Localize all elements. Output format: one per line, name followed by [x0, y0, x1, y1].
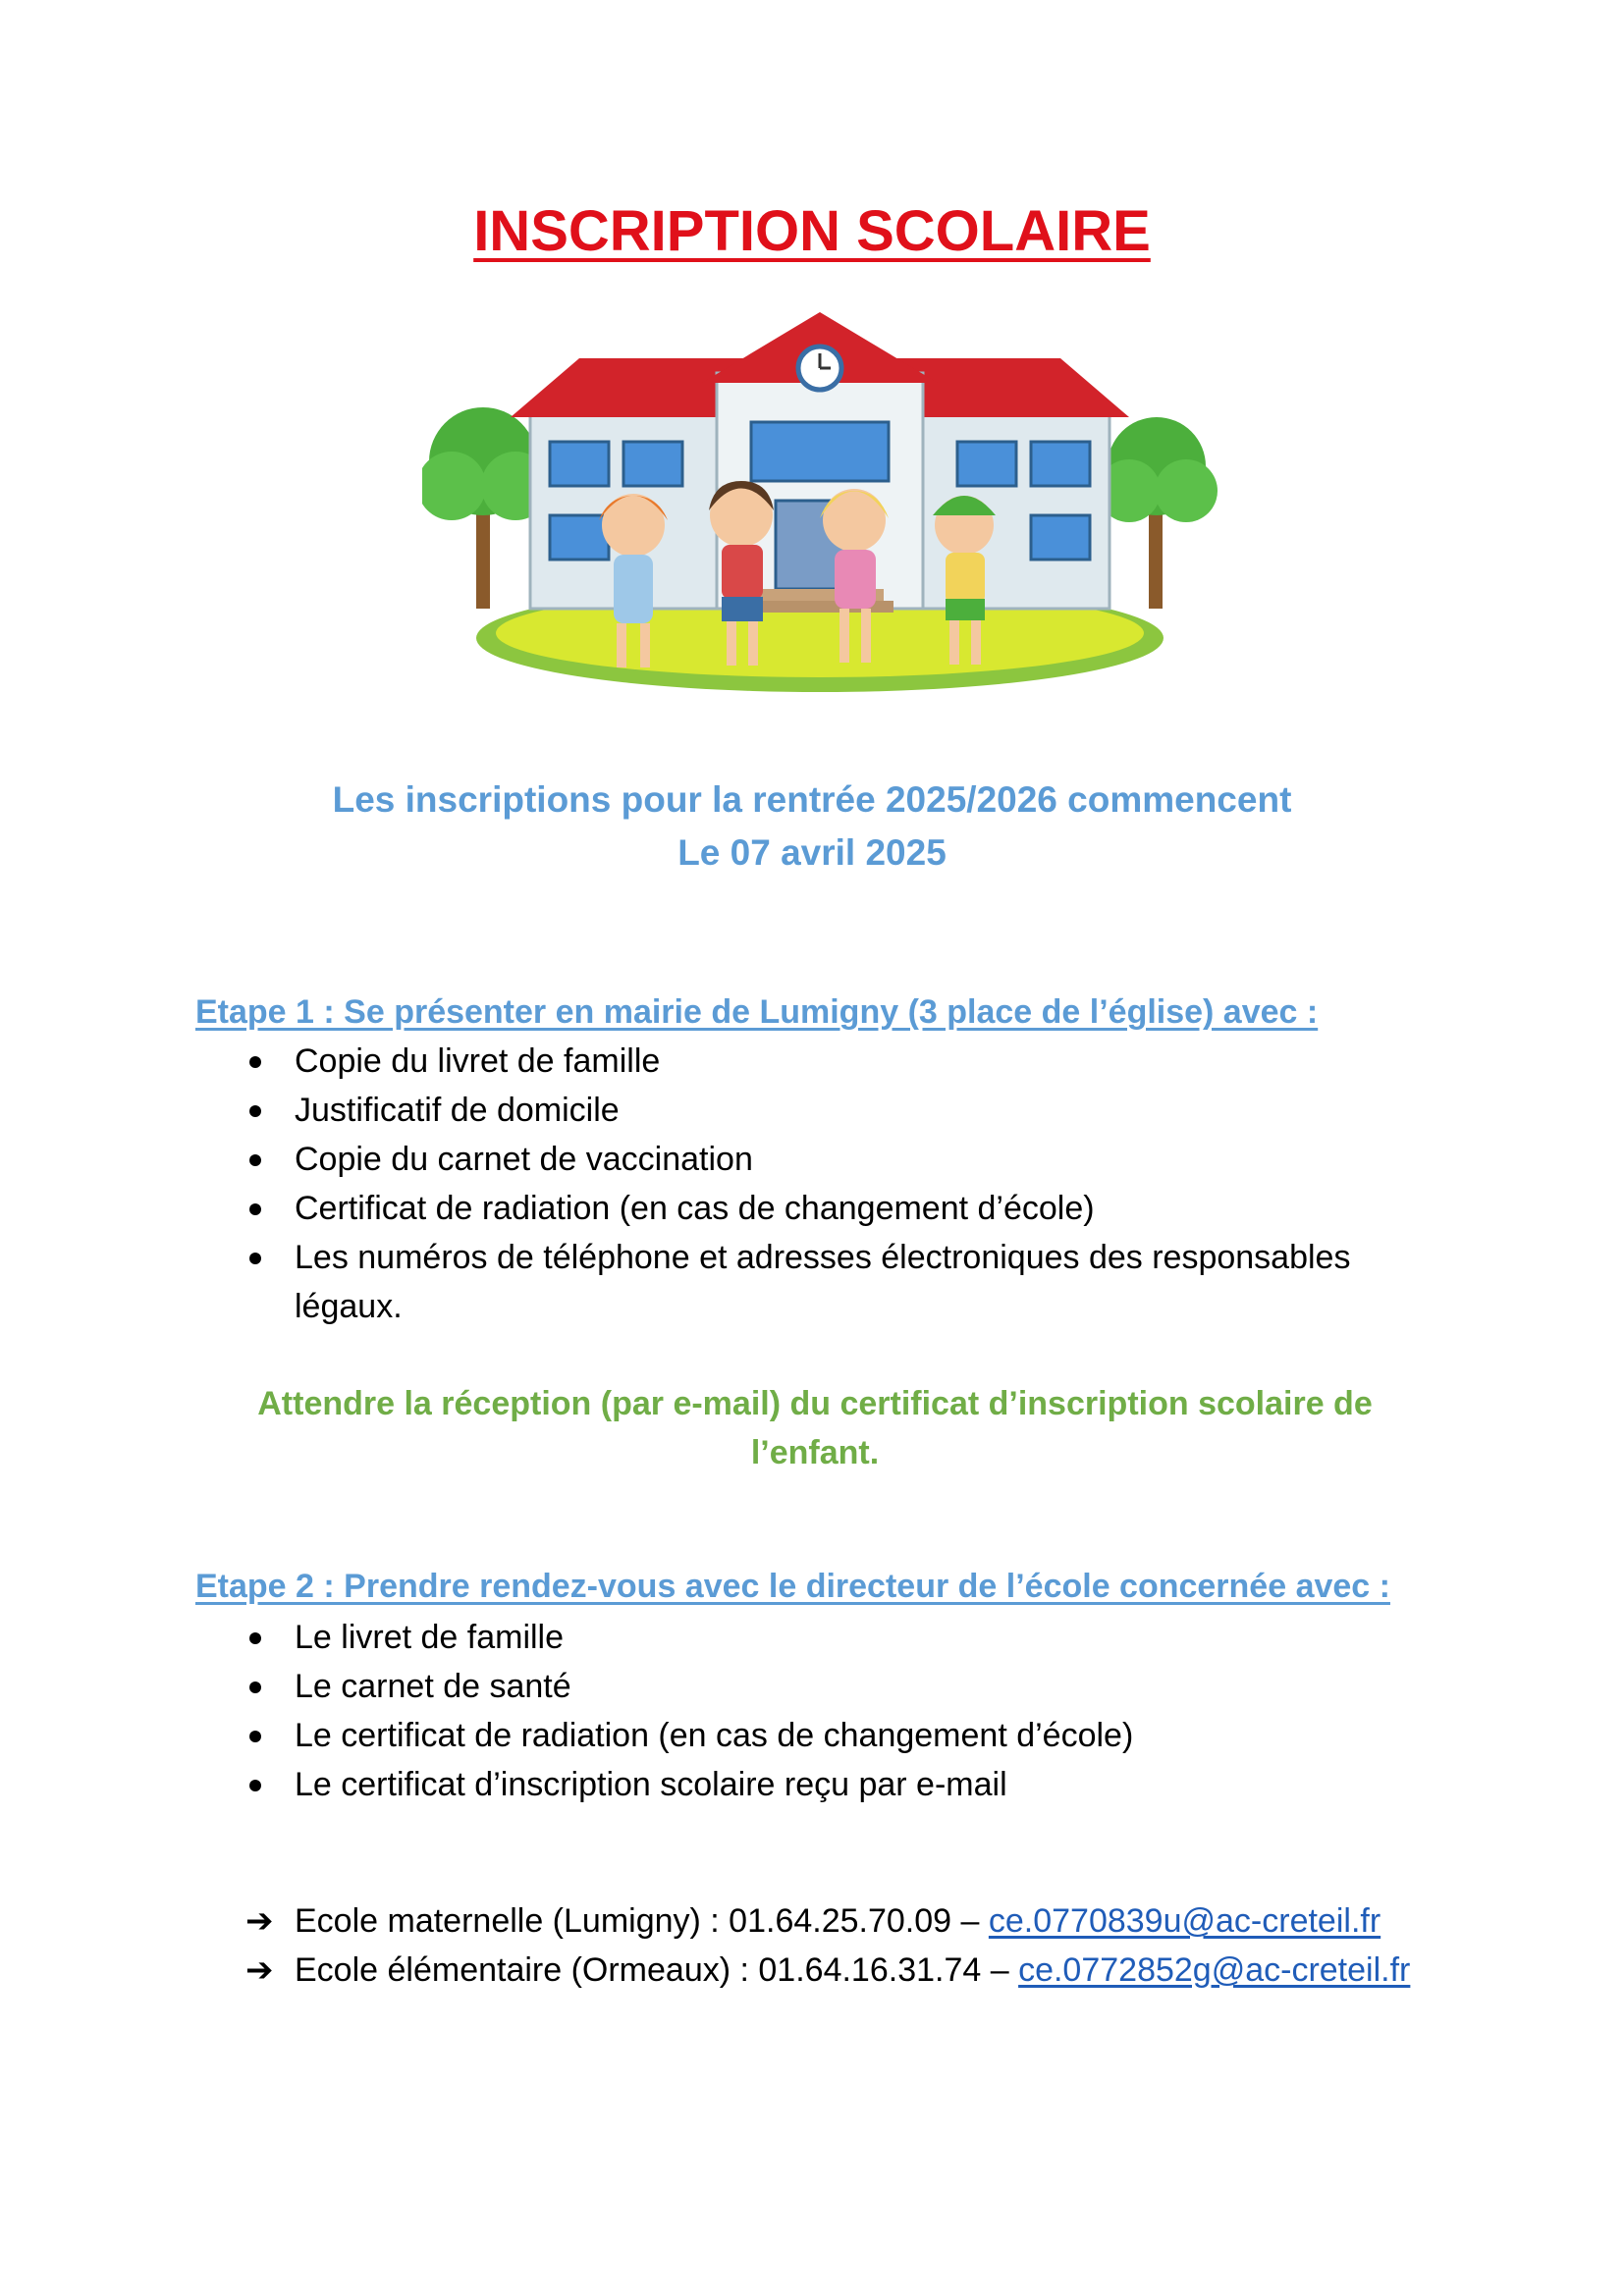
list-item: Certificat de radiation (en cas de changement d’école) — [247, 1184, 1426, 1233]
list-item: Copie du livret de famille — [247, 1037, 1426, 1086]
tree-right-icon — [1098, 417, 1218, 609]
step2-heading: Etape 2 : Prendre rendez-vous avec le directeur de l’école concernée avec : — [195, 1568, 1390, 1605]
list-item: Le certificat d’inscription scolaire reçu par e-mail — [247, 1760, 1426, 1809]
contact-label: Ecole élémentaire (Ormeaux) : 01.64.16.31.74 – — [295, 1951, 1019, 1989]
contact-label: Ecole maternelle (Lumigny) : 01.64.25.70.09 – — [295, 1902, 989, 1940]
list-item: Le carnet de santé — [247, 1662, 1426, 1711]
arrow-right-icon: ➔ — [245, 1902, 274, 1940]
email-link-maternelle[interactable]: ce.0770839u@ac-creteil.fr — [988, 1902, 1381, 1940]
list-item: Le livret de famille — [247, 1613, 1426, 1662]
wait-note: Attendre la réception (par e-mail) du certificat d’inscription scolaire de l’enfant. — [257, 1385, 1373, 1471]
list-item: Justificatif de domicile — [247, 1086, 1426, 1135]
step1-heading: Etape 1 : Se présenter en mairie de Lumigny (3 place de l’église) avec : — [195, 993, 1319, 1031]
arrow-right-icon: ➔ — [245, 1951, 274, 1989]
list-item: Les numéros de téléphone et adresses électroniques des responsables légaux. — [247, 1233, 1426, 1331]
school-contacts — [245, 1896, 1453, 1995]
list-item: Le certificat de radiation (en cas de changement d’école) — [247, 1711, 1426, 1760]
announcement-line-1: Les inscriptions pour la rentrée 2025/2026 commencent — [332, 779, 1292, 820]
step1-list — [247, 1037, 1426, 1331]
announcement-date: Le 07 avril 2025 — [677, 832, 947, 873]
contact-elementaire — [245, 1946, 1453, 1995]
list-item: Copie du carnet de vaccination — [247, 1135, 1426, 1184]
school-illustration — [422, 304, 1218, 697]
email-link-elementaire[interactable]: ce.0772852g@ac-creteil.fr — [1018, 1951, 1411, 1989]
contact-maternelle — [245, 1896, 1453, 1946]
page-title-text: INSCRIPTION SCOLAIRE — [473, 199, 1151, 263]
enrollment-announcement — [0, 774, 1624, 880]
page-title — [0, 200, 1624, 263]
step2-list — [247, 1613, 1426, 1809]
